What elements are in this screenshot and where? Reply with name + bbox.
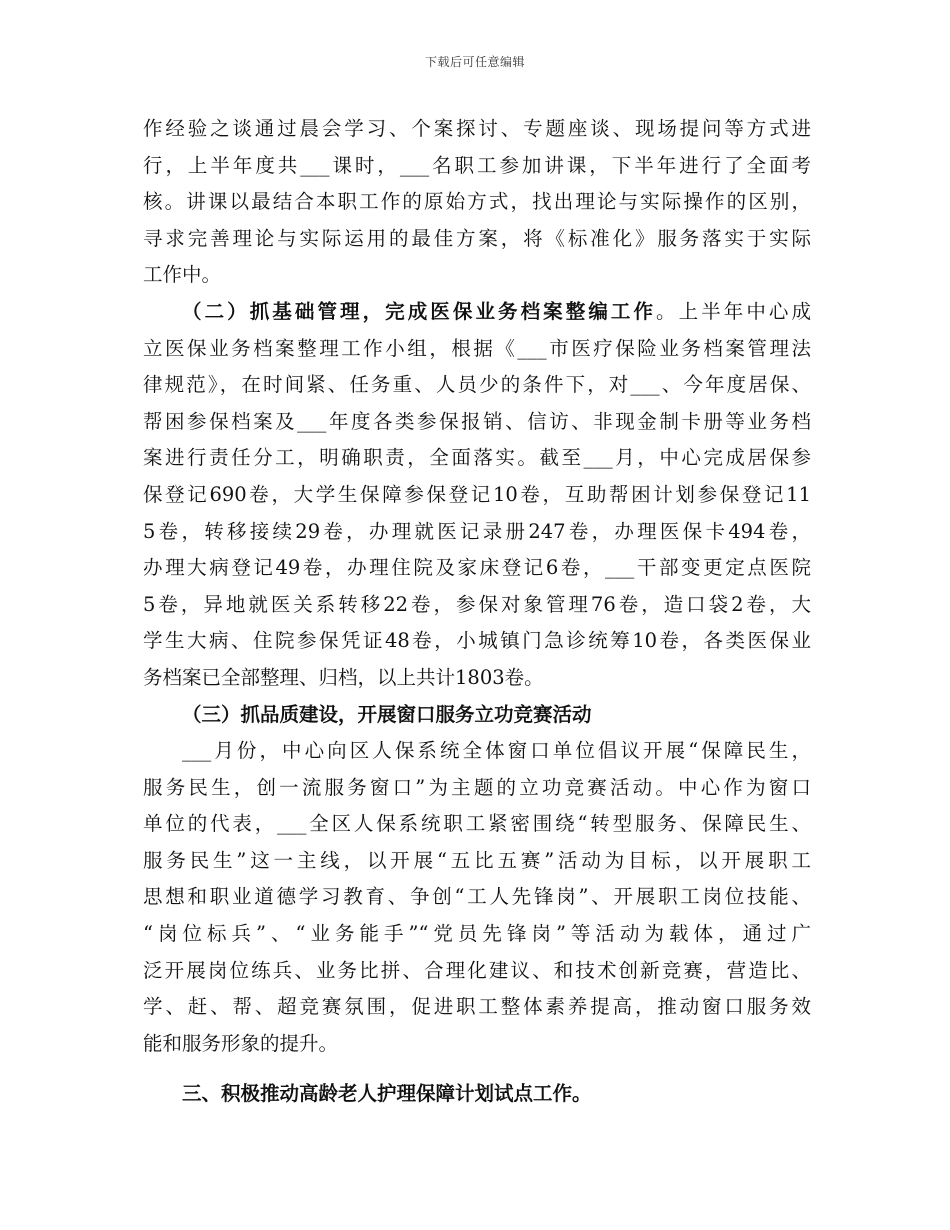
text-line xyxy=(143,916,811,953)
text-line xyxy=(143,953,811,990)
text-line xyxy=(143,221,811,258)
text-line xyxy=(143,404,811,441)
text-line xyxy=(143,111,811,148)
line-text: 办理大病登记49卷，办理住院及家床登记6卷，___干部变更定点医院 xyxy=(143,556,811,580)
line-text: ___月份，中心向区人保系统全体窗口单位倡议开展“保障民生， xyxy=(182,739,811,763)
text-line xyxy=(143,550,811,587)
text-line xyxy=(143,660,811,697)
text-line xyxy=(143,770,811,807)
text-line xyxy=(143,733,811,770)
bold-heading: （二）抓基础管理，完成医保业务档案整编工作 xyxy=(182,299,657,323)
text-line xyxy=(143,367,811,404)
text-line xyxy=(143,514,811,551)
heading-line xyxy=(143,294,811,331)
document-body xyxy=(143,111,811,1113)
line-text: 。上半年中心成 xyxy=(656,299,811,323)
line-text: 律规范》，在时间紧、任务重、人员少的条件下，对___、今年度居保、 xyxy=(143,373,811,397)
text-line xyxy=(143,257,811,294)
line-text: 学、赶、帮、超竞赛氛围，促进职工整体素养提高，推动窗口服务效 xyxy=(143,995,811,1019)
text-line xyxy=(143,1026,811,1063)
text-line xyxy=(143,331,811,368)
line-text: 工作中。 xyxy=(143,263,222,287)
line-text: 寻求完善理论与实际运用的最佳方案，将《标准化》服务落实于实际 xyxy=(143,226,811,250)
line-text: 单位的代表，___全区人保系统职工紧密围绕“转型服务、保障民生、 xyxy=(143,812,811,836)
text-line xyxy=(143,184,811,221)
line-text: 帮困参保档案及___年度各类参保报销、信访、非现金制卡册等业务档 xyxy=(143,409,811,433)
line-text: 学生大病、住院参保凭证48卷，小城镇门急诊统筹10卷，各类医保业 xyxy=(143,629,811,653)
bold-heading: 三、积极推动高龄老人护理保障计划试点工作。 xyxy=(182,1082,592,1106)
bold-heading: （三）抓品质建设，开展窗口服务立功竞赛活动 xyxy=(182,702,592,726)
line-text: 泛开展岗位练兵、业务比拼、合理化建议、和技术创新竞赛，营造比、 xyxy=(143,958,811,982)
heading-line xyxy=(143,1076,811,1113)
line-text: 案进行责任分工，明确职责，全面落实。截至___月，中心完成居保参 xyxy=(143,446,811,470)
section-gap xyxy=(143,1062,811,1076)
text-line xyxy=(143,806,811,843)
text-line xyxy=(143,477,811,514)
text-line xyxy=(143,148,811,185)
page-header: 下载后可任意编辑 xyxy=(424,55,525,69)
line-text: 思想和职业道德学习教育、争创“工人先锋岗”、开展职工岗位技能、 xyxy=(143,885,811,909)
line-text: 保登记690卷，大学生保障参保登记10卷，互助帮困计划参保登记11 xyxy=(143,482,811,506)
line-text: 能和服务形象的提升。 xyxy=(143,1031,339,1055)
text-line xyxy=(143,989,811,1026)
line-text: 服务民生”这一主线，以开展“五比五赛”活动为目标，以开展职工 xyxy=(143,848,811,872)
line-text: 5卷，异地就医关系转移22卷，参保对象管理76卷，造口袋2卷，大 xyxy=(143,592,811,616)
line-text: “岗位标兵”、“业务能手”“党员先锋岗”等活动为载体，通过广 xyxy=(143,922,811,946)
line-text: 核。讲课以最结合本职工作的原始方式，找出理论与实际操作的区别， xyxy=(143,190,811,214)
text-line xyxy=(143,440,811,477)
line-text: 行，上半年度共___课时，___名职工参加讲课，下半年进行了全面考 xyxy=(143,153,811,177)
line-text: 作经验之谈通过晨会学习、个案探讨、专题座谈、现场提问等方式进 xyxy=(143,117,811,140)
text-line xyxy=(143,843,811,880)
line-text: 务档案已全部整理、归档，以上共计1803卷。 xyxy=(143,665,544,689)
text-line xyxy=(143,587,811,624)
heading-line xyxy=(143,697,811,734)
line-text: 立医保业务档案整理工作小组，根据《___市医疗保险业务档案管理法 xyxy=(143,336,811,360)
line-text: 服务民生，创一流服务窗口”为主题的立功竞赛活动。中心作为窗口 xyxy=(143,775,811,799)
line-text: 5卷，转移接续29卷，办理就医记录册247卷，办理医保卡494卷， xyxy=(143,519,811,543)
text-line xyxy=(143,623,811,660)
text-line xyxy=(143,879,811,916)
